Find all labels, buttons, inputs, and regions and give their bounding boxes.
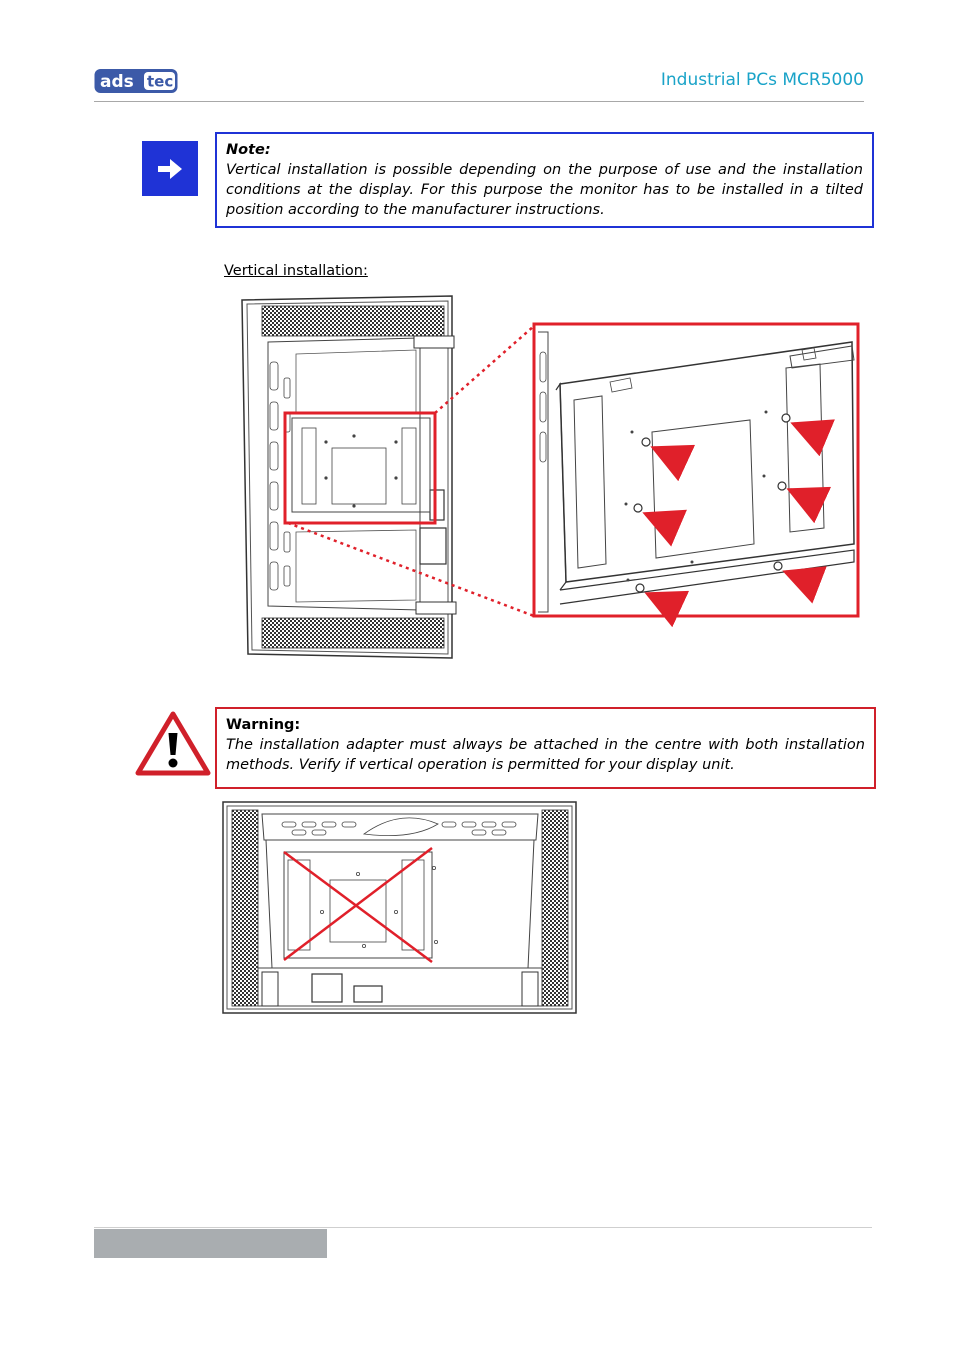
- note-body: Vertical installation is possible depending on the purpose of use and the installation conditions at the display. For this purpose the monitor has to be installed in a tilted position according to the manufacturer instructions.: [226, 162, 863, 218]
- footer-bar: [94, 1229, 327, 1258]
- vertical-installation-figure: [230, 292, 870, 662]
- warning-title: Warning:: [226, 717, 301, 733]
- mounting-plate-detail: [534, 324, 858, 616]
- vertical-installation-caption: Vertical installation:: [224, 263, 368, 279]
- arrow-right-icon: [142, 141, 198, 196]
- note-box: [215, 132, 874, 228]
- monitor-horizontal-drawing: [223, 802, 576, 1013]
- adstec-logo: [94, 68, 178, 94]
- logo-text-main: ads: [100, 72, 134, 92]
- warning-triangle-icon: [135, 711, 211, 777]
- footer-divider: [94, 1227, 872, 1228]
- note-title: Note:: [226, 142, 271, 158]
- logo-text-box: tec: [147, 72, 174, 91]
- warning-body: The installation adapter must always be attached in the centre with both installation methods. Verify if vertical operation is permitted for your display unit.: [226, 737, 865, 773]
- header-divider: [94, 101, 864, 102]
- incorrect-mounting-figure: [222, 800, 578, 1015]
- product-title: Industrial PCs MCR5000: [660, 70, 864, 90]
- monitor-vertical-drawing: [242, 296, 456, 658]
- warning-box: [215, 707, 876, 789]
